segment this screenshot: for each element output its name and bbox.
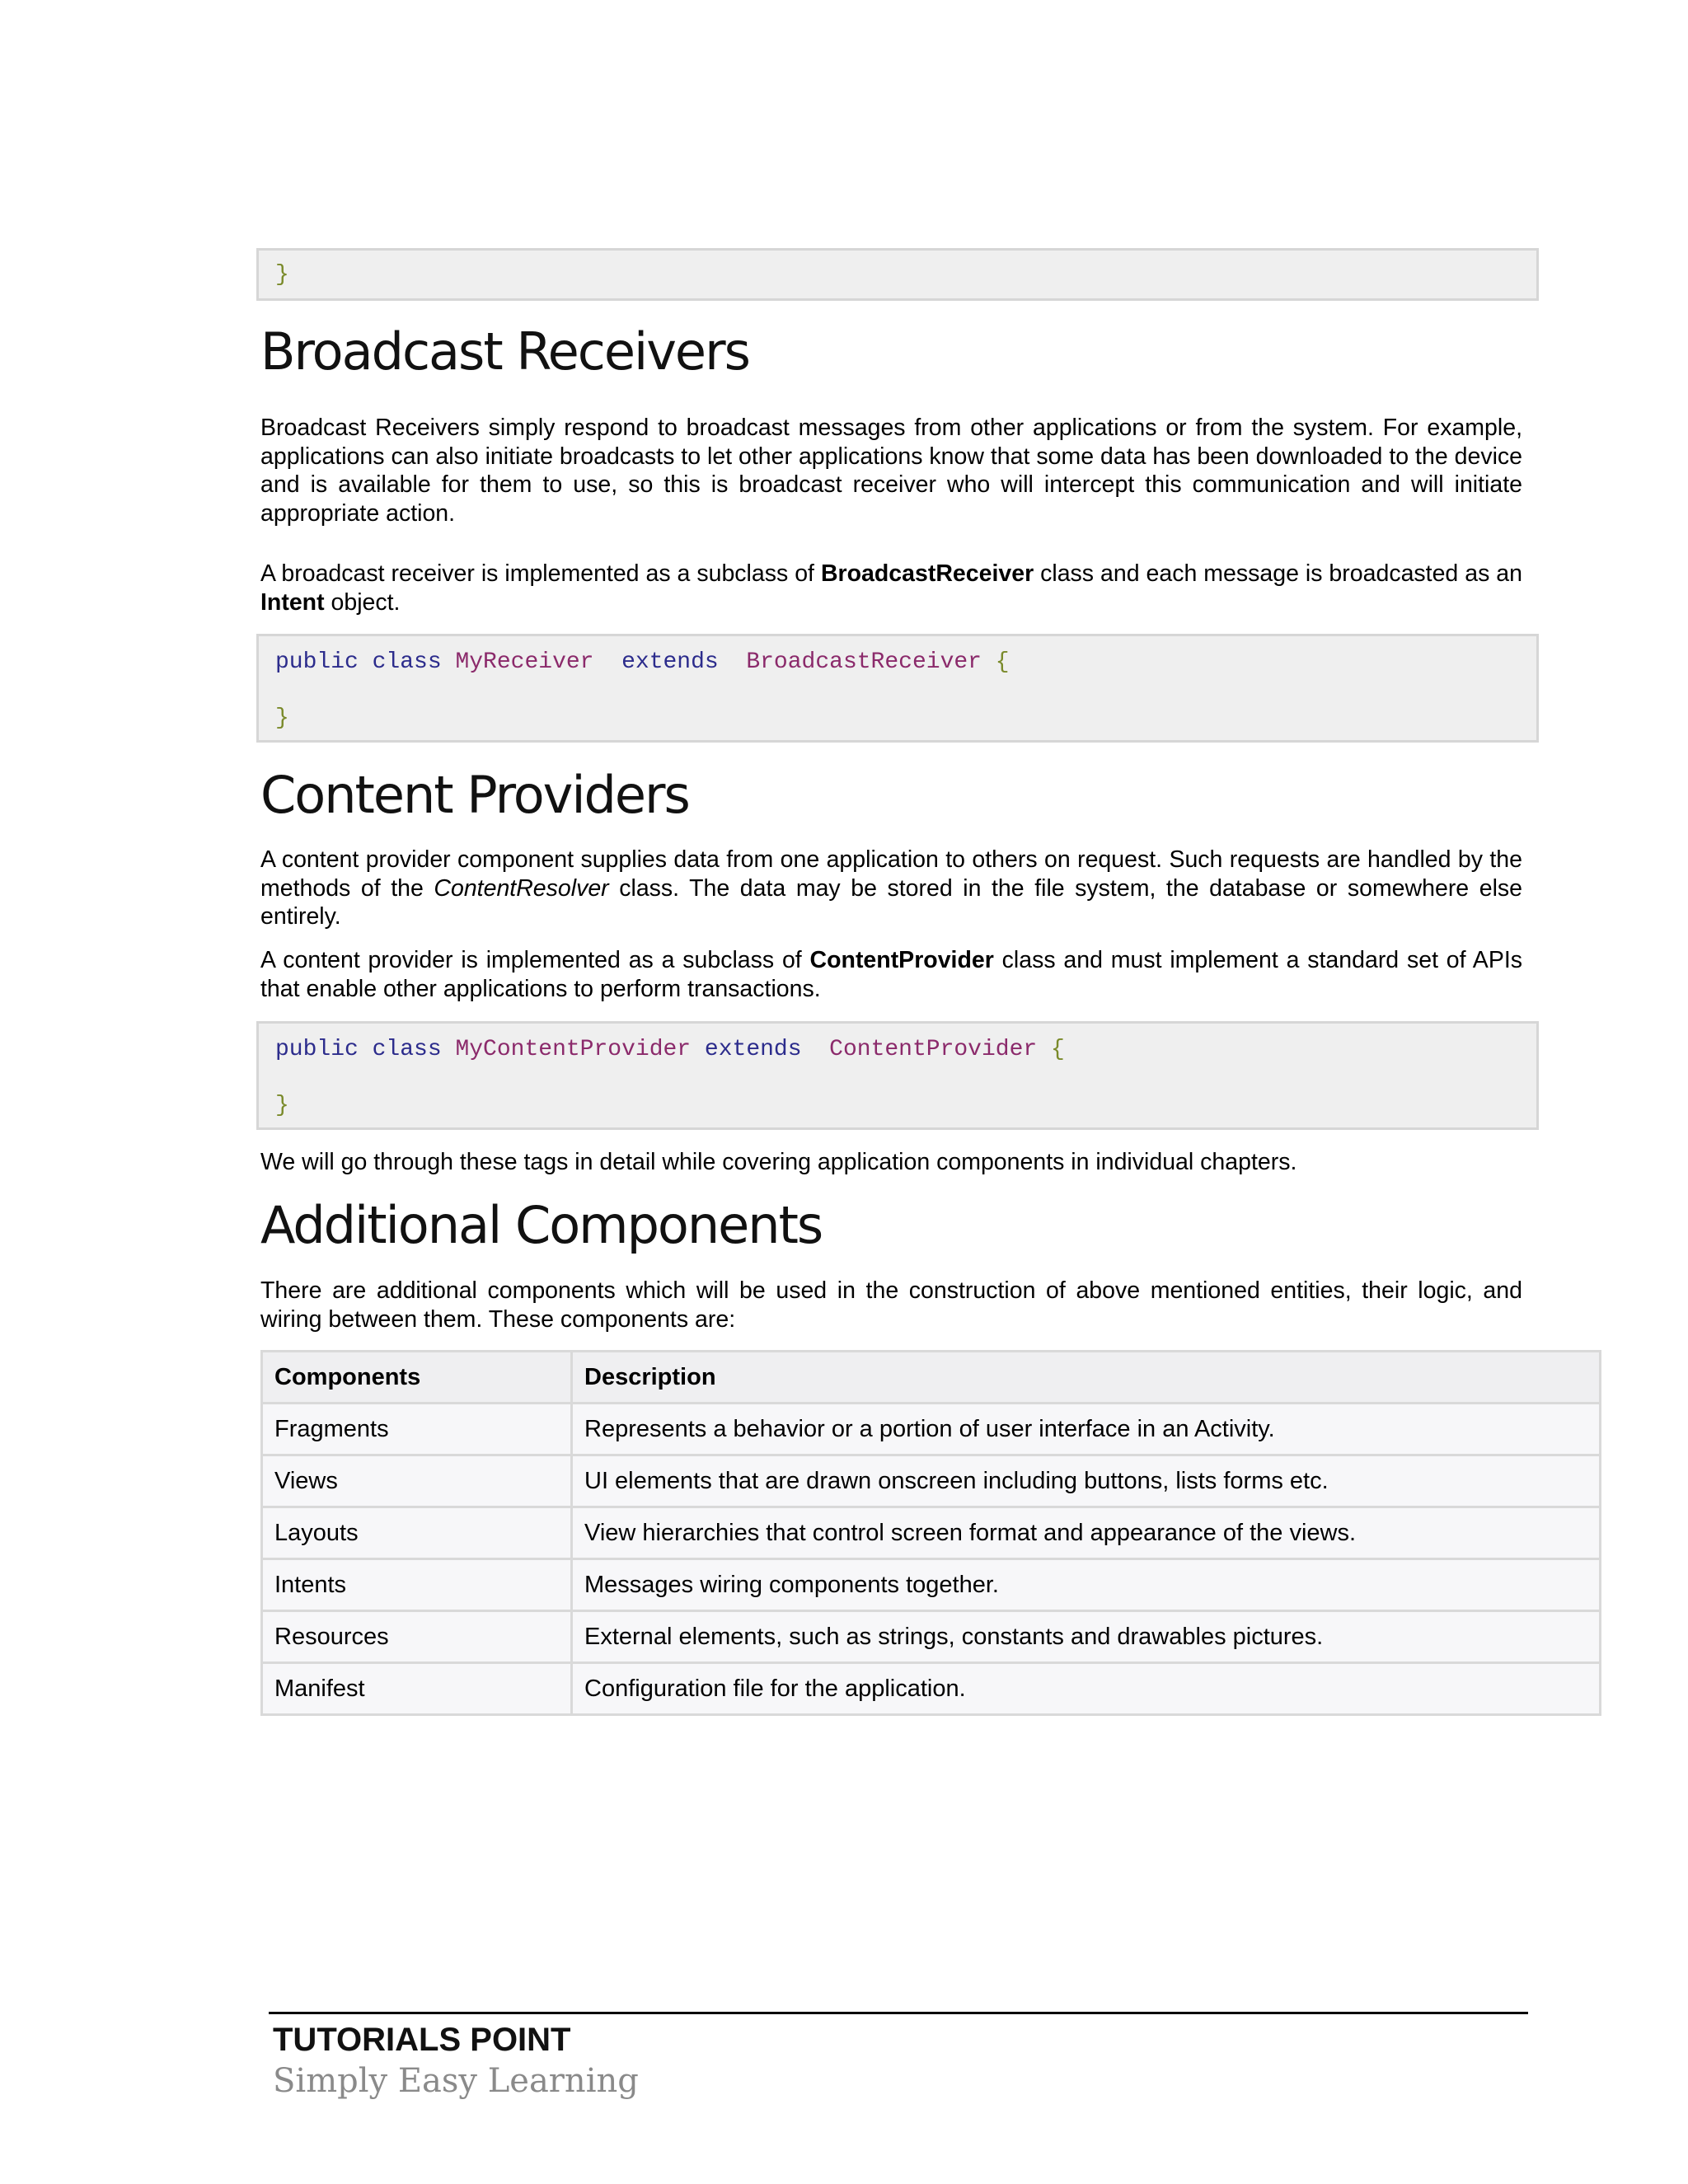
component-description: Configuration file for the application. — [572, 1663, 1601, 1715]
text: class and must implement a standard set of APIs that enable other applications to perform transactions. — [260, 947, 1522, 1002]
parent-class: BroadcastReceiver — [746, 649, 982, 675]
class-name: BroadcastReceiver — [820, 560, 1034, 587]
footer-divider — [269, 2012, 1528, 2014]
table-row — [262, 1455, 1601, 1507]
table-row — [262, 1559, 1601, 1611]
footer-brand: TUTORIALS POINT — [273, 2022, 571, 2058]
code-line — [275, 649, 1010, 675]
text: A broadcast receiver is implemented as a subclass of — [260, 560, 821, 587]
keyword: public class — [275, 1037, 442, 1062]
table-row — [262, 1507, 1601, 1559]
brace: { — [995, 649, 1010, 675]
component-name: Fragments — [262, 1404, 572, 1455]
component-name: Layouts — [262, 1507, 572, 1559]
component-name: Manifest — [262, 1663, 572, 1715]
broadcast-paragraph-2 — [260, 560, 1522, 616]
text: class and each message is broadcasted as an — [1034, 560, 1522, 587]
column-header: Description — [572, 1352, 1601, 1404]
heading-broadcast-receivers: Broadcast Receivers — [260, 321, 749, 382]
class-name: MyContentProvider — [455, 1037, 692, 1062]
class-name: ContentResolver — [434, 874, 609, 902]
class-name: Intent — [260, 588, 325, 616]
code-block-provider — [256, 1021, 1539, 1130]
code-line — [275, 1037, 1065, 1062]
parent-class: ContentProvider — [829, 1037, 1038, 1062]
code-block-end — [256, 248, 1539, 301]
component-name: Intents — [262, 1559, 572, 1611]
keyword: public class — [275, 649, 442, 675]
class-name: MyReceiver — [455, 649, 594, 675]
broadcast-paragraph-1: Broadcast Receivers simply respond to broadcast messages from other applications or from the system. For example, applications can also initiate broadcasts to let other applications know that some data has been downloaded to the device and is available for them to use, so this is broadcast receiver who will intercept this communication and will initiate appropriate action. — [260, 415, 1522, 527]
brace: { — [1051, 1037, 1065, 1062]
component-description: View hierarchies that control screen format and appearance of the views. — [572, 1507, 1601, 1559]
code-closing-brace: } — [275, 705, 289, 731]
text: A content provider is implemented as a subclass of — [260, 947, 810, 973]
table-header-row — [262, 1352, 1601, 1404]
code-block-receiver — [256, 634, 1539, 743]
component-description: External elements, such as strings, constants and drawables pictures. — [572, 1611, 1601, 1663]
footer-tagline: Simply Easy Learning — [273, 2062, 639, 2100]
components-table — [260, 1350, 1601, 1716]
table-row — [262, 1611, 1601, 1663]
table-row — [262, 1663, 1601, 1715]
component-description: Messages wiring components together. — [572, 1559, 1601, 1611]
content-paragraph-2 — [260, 946, 1522, 1003]
component-description: Represents a behavior or a portion of user interface in an Activity. — [572, 1404, 1601, 1455]
keyword: extends — [621, 649, 719, 675]
column-header: Components — [262, 1352, 572, 1404]
text: object. — [324, 588, 401, 616]
component-name: Views — [262, 1455, 572, 1507]
content-paragraph-3: We will go through these tags in detail while covering application components in individual chapters. — [260, 1149, 1297, 1175]
heading-content-providers: Content Providers — [260, 765, 689, 825]
component-description: UI elements that are drawn onscreen including buttons, lists forms etc. — [572, 1455, 1601, 1507]
keyword: extends — [704, 1037, 802, 1062]
table-row — [262, 1404, 1601, 1455]
content-paragraph-1 — [260, 846, 1522, 931]
text: A content provider component supplies data from one application to others on request. Such requests are handled by the methods of the — [260, 846, 1522, 902]
text: class. The data may be stored in the file system, the database or somewhere else entirely. — [260, 874, 1522, 930]
code-closing-brace: } — [275, 262, 289, 288]
additional-paragraph: There are additional components which will be used in the construction of above mentioned entities, their logic, and wiring between them. These components are: — [260, 1277, 1522, 1333]
heading-additional-components: Additional Components — [260, 1195, 823, 1255]
class-name: ContentProvider — [809, 947, 994, 973]
component-name: Resources — [262, 1611, 572, 1663]
code-closing-brace: } — [275, 1093, 289, 1118]
